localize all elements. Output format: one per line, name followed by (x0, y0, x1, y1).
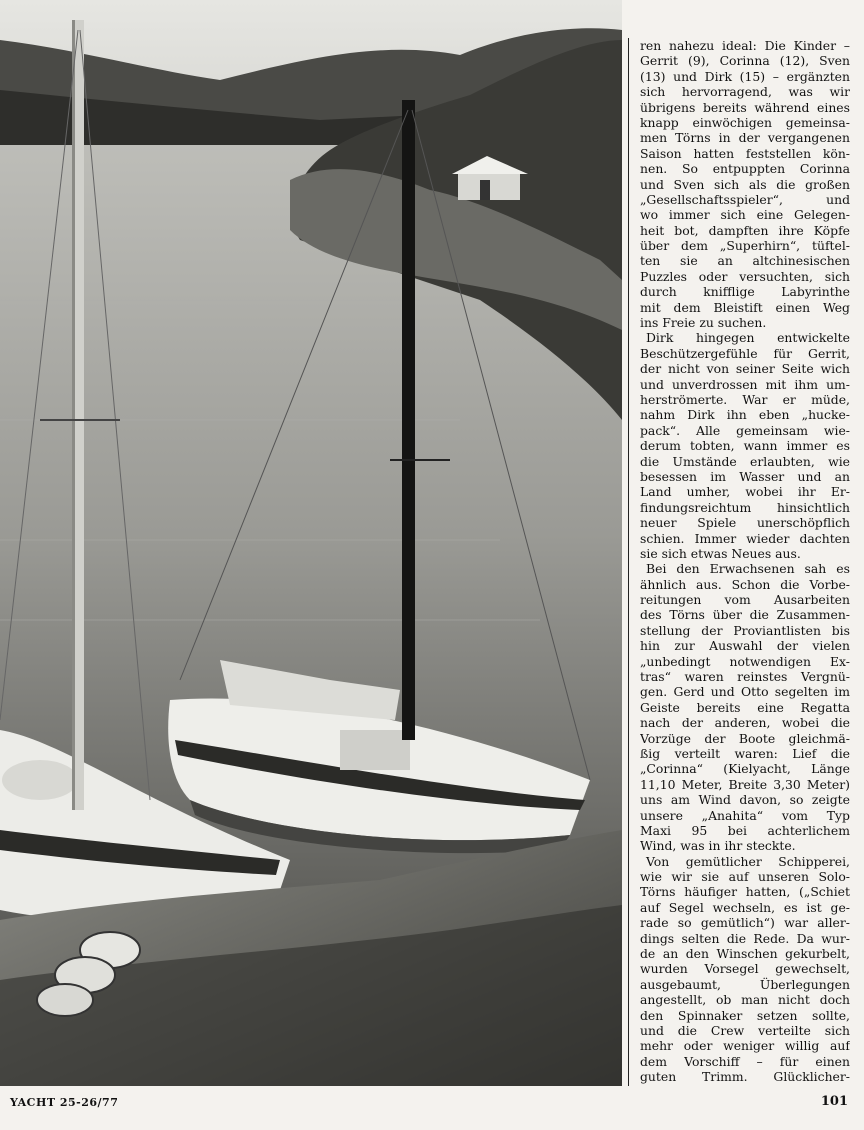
article-line: mit dem Bleistift einen Weg (640, 299, 850, 315)
article-line: die Umstände erlaubten, wie (640, 453, 850, 469)
article-line: dem Vorschiff – für einen (640, 1053, 850, 1069)
article-line: heit bot, dampften ihre Köpfe (640, 222, 850, 238)
article-line: de an den Winschen gekurbelt, (640, 946, 850, 962)
article-line: rade so gemütlich“) war aller- (640, 915, 850, 931)
article-line: findungsreichtum hinsichtlich (640, 499, 850, 515)
article-line: auf Segel wechseln, es ist ge- (640, 899, 850, 915)
article-line: gen. Gerd und Otto segelten im (640, 684, 850, 700)
article-line: Geiste bereits eine Regatta (640, 699, 850, 715)
article-line: knapp einwöchigen gemeinsa- (640, 114, 850, 130)
article-line: der nicht von seiner Seite wich (640, 361, 850, 377)
article-line: Puzzles oder versuchten, sich (640, 268, 850, 284)
article-line: (13) und Dirk (15) – ergänzten (640, 68, 850, 84)
article-line: nahm Dirk ihn eben „hucke- (640, 407, 850, 423)
page-number: 101 (820, 1094, 848, 1109)
article-line: über dem „Superhirn“, tüftel- (640, 238, 850, 254)
article-line: ten sie an altchinesischen (640, 253, 850, 269)
article-line: Wind, was in ihr steckte. (640, 838, 796, 854)
article-line: und Sven sich als die großen (640, 176, 850, 192)
article-line: hin zur Auswahl der vielen (640, 638, 850, 654)
article-line: wurden Vorsegel gewechselt, (640, 961, 850, 977)
article-line: unsere „Anahita“ vom Typ (640, 807, 850, 823)
article-line: wie wir sie auf unseren Solo- (640, 869, 850, 885)
article-line: dings selten die Rede. Da wur- (640, 930, 850, 946)
article-line: ähnlich aus. Schon die Vorbe- (640, 576, 850, 592)
article-line: tras“ waren reinstes Vergnü- (640, 669, 850, 685)
article-line: übrigens bereits während eines (640, 99, 850, 115)
article-line: men Törns in der vergangenen (640, 130, 850, 146)
article-line: schien. Immer wieder dachten (640, 530, 850, 546)
article-line: des Törns über die Zusammen- (640, 607, 850, 623)
article-line: stellung der Proviantlisten bis (640, 622, 850, 638)
article-line: durch knifflige Labyrinthe (640, 284, 850, 300)
article-line: mehr oder weniger willig auf (640, 1038, 850, 1054)
article-line: Gerrit (9), Corinna (12), Sven (640, 53, 850, 69)
article-line: uns am Wind davon, so zeigte (640, 792, 850, 808)
article-line: angestellt, ob man nicht doch (640, 992, 850, 1008)
article-line: sie sich etwas Neues aus. (640, 545, 801, 561)
article-line: nen. So entpuppten Corinna (640, 161, 850, 177)
article-line: reitungen vom Ausarbeiten (640, 592, 850, 608)
article-line: ausgebaumt, Überlegungen (640, 976, 850, 992)
article-line: Bei den Erwachsenen sah es (646, 561, 850, 577)
article-line: herströmerte. War er müde, (640, 391, 850, 407)
article-line: Beschützergefühle für Gerrit, (640, 345, 850, 361)
article-line: pack“. Alle gemeinsam wie- (640, 422, 850, 438)
article-line: Törns häufiger hatten, („Schiet (640, 884, 850, 900)
article-column (640, 38, 850, 1086)
article-line: ins Freie zu suchen. (640, 315, 767, 331)
article-line: Land umher, wobei ihr Er- (640, 484, 850, 500)
article-line: und die Crew verteilte sich (640, 1023, 850, 1038)
article-line: neuer Spiele unerschöpflich (640, 515, 850, 531)
article-line: derum tobten, wann immer es (640, 438, 850, 454)
article-line: und unverdrossen mit ihm um- (640, 376, 850, 392)
article-line (640, 1085, 850, 1086)
article-line: „Gesellschaftsspieler“, und (640, 191, 850, 207)
article-line: guten Trimm. Glücklicher- (640, 1069, 850, 1085)
article-line: 11,10 Meter, Breite 3,30 Meter) (640, 776, 850, 792)
article-line: sich hervorragend, was wir (640, 84, 850, 100)
article-line: „unbedingt notwendigen Ex- (640, 653, 850, 669)
article-line: Saison hatten feststellen kön- (640, 145, 850, 161)
article-line: ßig verteilt waren: Lief die (640, 745, 850, 761)
article-line: besessen im Wasser und an (640, 468, 850, 484)
article-line: den Spinnaker setzen sollte, (640, 1007, 850, 1023)
article-line: Von gemütlicher Schipperei, (646, 853, 850, 869)
article-line: ren nahezu ideal: Die Kinder – (640, 38, 850, 53)
article-line: nach der anderen, wobei die (640, 715, 850, 731)
article-line: „Corinna“ (Kielyacht, Länge (640, 761, 850, 777)
magazine-issue: YACHT 25-26/77 (10, 1096, 119, 1109)
article-line: Maxi 95 bei achterlichem (640, 822, 850, 838)
article-line: Dirk hingegen entwickelte (646, 330, 850, 346)
article-line: wo immer sich eine Gelegen- (640, 207, 850, 223)
article-line: Vorzüge der Boote gleichmä- (640, 730, 850, 746)
column-rule (628, 38, 629, 1086)
